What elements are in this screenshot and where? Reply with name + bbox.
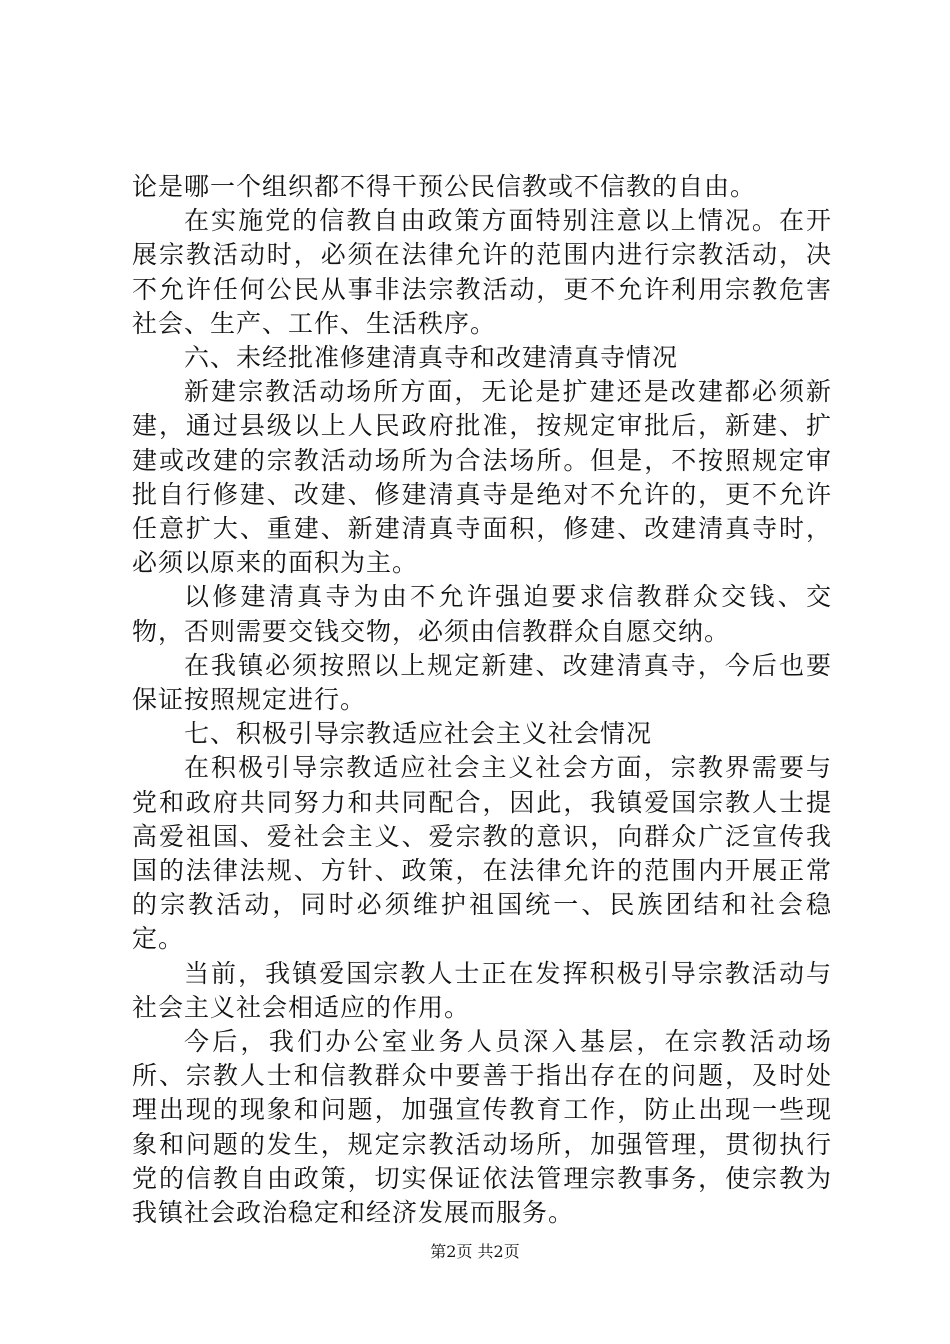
section-heading-6: 六、未经批准修建清真寺和改建清真寺情况	[184, 343, 679, 373]
paragraph-5: 在我镇必须按照以上规定新建、改建清真寺，今后也要保证按照规定进行。	[132, 650, 832, 715]
paragraph-4: 以修建清真寺为由不允许强迫要求信教群众交钱、交物，否则需要交钱交物，必须由信教群众自愿交纳。	[132, 582, 832, 646]
paragraph-7: 当前，我镇爱国宗教人士正在发挥积极引导宗教活动与社会主义社会相适应的作用。	[132, 958, 832, 1022]
paragraph-8: 今后，我们办公室业务人员深入基层，在宗教活动场所、宗教人士和信教群众中要善于指出存在的问题，及时处理出现的现象和问题，加强宣传教育工作，防止出现一些现象和问题的发生，规定宗教活动场所，加强管理，贯彻执行党的信教自由政策，切实保证依法管理宗教事务，使宗教为我镇社会政治稳定和经济发展而服务。	[132, 1027, 832, 1228]
paragraph-2: 在实施党的信教自由政策方面特别注意以上情况。在开展宗教活动时，必须在法律允许的范围内进行宗教活动，决不允许任何公民从事非法宗教活动，更不允许利用宗教危害社会、生产、工作、生活秩序。	[132, 206, 832, 338]
paragraph-6: 在积极引导宗教适应社会主义社会方面，宗教界需要与党和政府共同努力和共同配合，因此，我镇爱国宗教人士提高爱祖国、爱社会主义、爱宗教的意识，向群众广泛宣传我国的法律法规、方针、政策，在法律允许的范围内开展正常的宗教活动，同时必须维护祖国统一、民族团结和社会稳定。	[132, 753, 832, 954]
document-body	[132, 170, 832, 1230]
page-number-footer: 第2页 共2页	[430, 1242, 520, 1261]
paragraph-1: 论是哪一个组织都不得干预公民信教或不信教的自由。	[132, 172, 757, 201]
paragraph-3: 新建宗教活动场所方面，无论是扩建还是改建都必须新建，通过县级以上人民政府批准，按规定审批后，新建、扩建或改建的宗教活动场所为合法场所。但是，不按照规定审批自行修建、改建、修建清真寺是绝对不允许的，更不允许任意扩大、重建、新建清真寺面积，修建、改建清真寺时，必须以原来的面积为主。	[132, 377, 832, 578]
section-heading-7: 七、积极引导宗教适应社会主义社会情况	[184, 719, 653, 749]
